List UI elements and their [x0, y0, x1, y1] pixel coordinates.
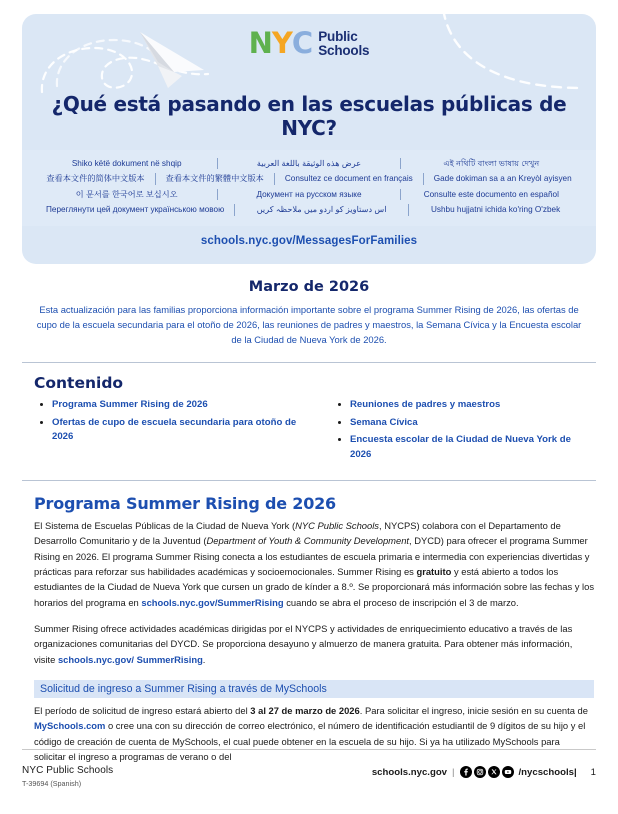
- section-divider: [22, 362, 596, 363]
- hero-logo-area: [22, 14, 596, 92]
- page-number: 1: [590, 766, 596, 778]
- language-row-2: [36, 171, 582, 186]
- language-link-ukrainian[interactable]: Переглянути цей документ українською мовою: [46, 205, 225, 215]
- logo-word-schools: Schools: [318, 42, 370, 58]
- text-run: El Sistema de Escuelas Públicas de la Ciudad de Nueva York (: [34, 520, 296, 532]
- text-run: cuando se abra el proceso de inscripción el 3 de marzo.: [283, 596, 519, 608]
- language-row-4: [36, 202, 582, 217]
- youtube-icon[interactable]: [502, 766, 514, 778]
- toc-list-left: [34, 398, 314, 446]
- footer-website[interactable]: schools.nyc.gov: [371, 766, 448, 778]
- section-divider: [22, 480, 596, 481]
- language-link-spanish[interactable]: Consulte este documento en español: [423, 189, 559, 199]
- language-link-chinese-traditional[interactable]: 查看本文件的繁體中文版本: [165, 174, 264, 184]
- logo-word-public: Public: [318, 29, 358, 44]
- language-links-panel: [22, 150, 596, 226]
- footer-document-code: T-39694 (Spanish): [22, 779, 82, 788]
- page-footer: [22, 765, 596, 788]
- issue-date: Marzo de 2026: [248, 278, 370, 295]
- footer-social-handle: /nycschools|: [518, 766, 577, 778]
- language-link-arabic[interactable]: عرض هذه الوثيقة باللغة العربية: [256, 159, 362, 168]
- page-title: ¿Qué está pasando en las escuelas públicas de NYC?: [51, 92, 567, 140]
- text-run-bold: 3 al 27 de marzo de 2026: [250, 705, 360, 717]
- nyc-wordmark: [248, 26, 313, 61]
- language-link-korean[interactable]: 이 문서를 한국어로 보십시오: [75, 189, 178, 199]
- intro-paragraph: Esta actualización para las familias proporciona información importante sobre el programa Summer Rising de 2026, las ofertas de cupo de la escuela secundaria para el otoño de 2026, las reuniones de padres y maestros, la Semana Cívica y la Encuesta escolar de la Ciudad de Nueva York de 2026.: [36, 303, 582, 346]
- facebook-icon[interactable]: [460, 766, 472, 778]
- footer-right: [372, 765, 596, 778]
- text-run: . Para solicitar el ingreso, inicie sesión en su cuenta de: [359, 705, 588, 717]
- myschools-paragraph: [34, 703, 594, 764]
- summer-rising-paragraph-1: [34, 518, 594, 610]
- subsection-heading-myschools: Solicitud de ingreso a Summer Rising a través de MySchools: [34, 680, 594, 698]
- toc-item[interactable]: • Ofertas de cupo de escuela secundaria para otoño de 2026: [52, 416, 314, 446]
- language-link-haitian-creole[interactable]: Gade dokiman sa a an Kreyòl ayisyen: [433, 174, 572, 184]
- toc-column-right: [314, 398, 594, 466]
- toc-column-left: [34, 398, 314, 466]
- text-run-italic: NYC Public Schools: [295, 520, 379, 532]
- language-link-urdu[interactable]: اس دستاویز کو اردو میں ملاحظہ کریں: [256, 205, 387, 215]
- contents-heading: Contenido: [34, 373, 124, 392]
- toc-item[interactable]: • Programa Summer Rising de 2026: [52, 398, 314, 413]
- text-run: o cree una con su dirección de correo electrónico, el número de identificación estudiantil de 9 dígitos de su hijo y el código de creación de cuenta de MySchools, el cual puede obtener en la escuela de su hijo. Si ya ha utilizado MySchools para solicitar el ingreso a programas de verano o del: [34, 720, 586, 763]
- text-run: Summer Rising ofrece actividades académicas dirigidas por el NYCPS y actividades de enriquecimiento educativo a través de las organizaciones comunitarias del DYCD. Se proporciona desayuno y almuerzo de manera gratuita. Para obtener más información, visite: [34, 623, 573, 665]
- language-link-uzbek[interactable]: Ushbu hujjatni ichida ko'ring O'zbek: [430, 205, 561, 215]
- text-run-bold: gratuito: [416, 566, 452, 578]
- summer-rising-link[interactable]: schools.nyc.gov/SummerRising: [141, 596, 284, 608]
- nyc-public-schools-logo: [248, 26, 370, 61]
- text-run: El período de solicitud de ingreso estará abierto del: [34, 705, 251, 717]
- text-run: .: [202, 653, 206, 665]
- logo-wordmark-text: [318, 30, 369, 58]
- toc-item[interactable]: • Semana Cívica: [350, 416, 594, 431]
- text-run: y está abierto a todos los estudiantes de la Ciudad de Nueva York que cursen un grado de kínder a 8.º. Se proporcionará más información sobre las fechas y los horarios del programa en: [34, 566, 595, 608]
- language-link-french[interactable]: Consultez ce document en français: [284, 174, 413, 184]
- logo-letter-y: Y: [271, 26, 292, 61]
- language-link-russian[interactable]: Документ на русском языке: [256, 189, 362, 199]
- summer-rising-link[interactable]: schools.nyc.gov/ SummerRising: [57, 653, 203, 665]
- toc-item[interactable]: • Encuesta escolar de la Ciudad de Nueva York de 2026: [350, 433, 594, 463]
- footer-org-name: NYC Public Schools: [22, 765, 114, 776]
- text-run: , DYCD) para ofrecer el programa Summer Rising en 2026. El programa Summer Rising conecta a los estudiantes de escuela primaria e intermedia con experiencias divertidas y prácticas para reforzar sus habilidades académicas y socioemocionales. Summer Rising es: [34, 535, 590, 578]
- text-run-italic: Department of Youth & Community Development: [206, 535, 410, 547]
- section-heading-summer-rising: Programa Summer Rising de 2026: [34, 494, 336, 514]
- language-link-albanian[interactable]: Shiko këtë dokument në shqip: [71, 159, 182, 168]
- instagram-icon[interactable]: [474, 766, 486, 778]
- footer-divider: [22, 749, 596, 750]
- language-row-1: [36, 156, 582, 171]
- logo-letter-n: N: [248, 26, 272, 61]
- footer-separator: |: [452, 766, 455, 778]
- summer-rising-paragraph-2: [34, 621, 594, 667]
- hero-banner: [22, 14, 596, 264]
- logo-letter-c: C: [291, 26, 313, 61]
- toc-item[interactable]: • Reuniones de padres y maestros: [350, 398, 594, 413]
- language-row-3: [36, 187, 582, 202]
- social-links: [460, 766, 514, 778]
- myschools-link[interactable]: MySchools.com: [34, 720, 106, 732]
- language-link-bengali[interactable]: এই নথিটি বাংলা ভাষায় দেখুন: [443, 159, 540, 168]
- messages-for-families-url[interactable]: schools.nyc.gov/MessagesForFamilies: [200, 234, 418, 247]
- table-of-contents: [34, 398, 594, 466]
- toc-list-right: [332, 398, 594, 463]
- language-link-chinese-simplified[interactable]: 查看本文件的简体中文版本: [46, 174, 145, 184]
- x-twitter-icon[interactable]: [488, 766, 500, 778]
- text-run: , NYCPS) colabora con el Departamento de Desarrollo Comunitario y de la Juventud (: [34, 520, 561, 547]
- footer-left: [22, 765, 113, 788]
